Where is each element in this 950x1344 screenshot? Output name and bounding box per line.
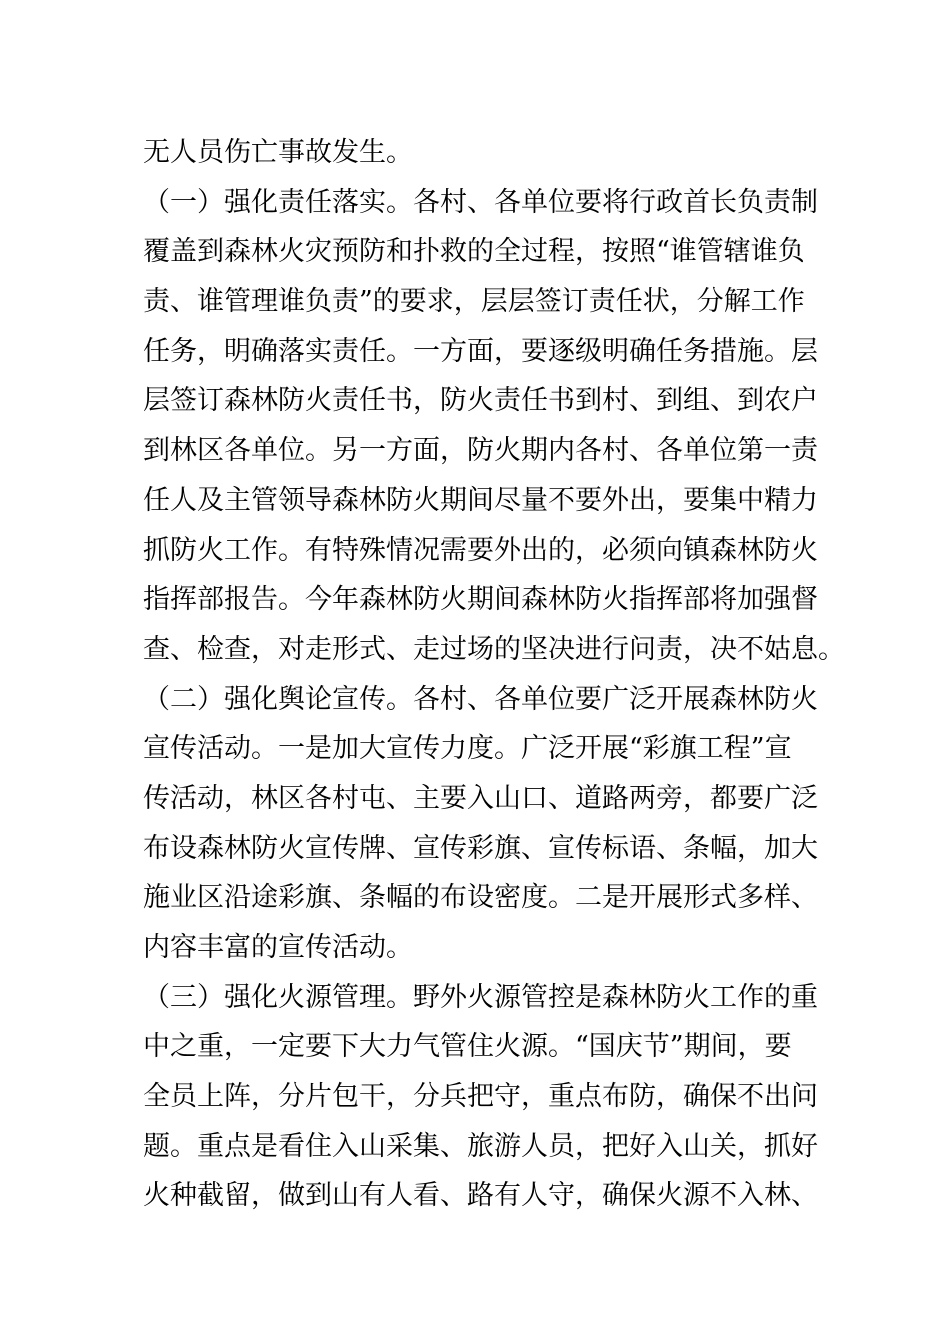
text-line: 布设森林防火宣传牌、宣传彩旗、宣传标语、条幅，加大 (143, 832, 818, 864)
text-line: 传活动，林区各村屯、主要入山口、道路两旁，都要广泛 (143, 782, 818, 814)
text-line: 抓防火工作。有特殊情况需要外出的，必须向镇森林防火 (143, 534, 818, 566)
text-line: 覆盖到森林火灾预防和扑救的全过程，按照“谁管辖谁负 (143, 236, 805, 268)
text-line: 内容丰富的宣传活动。 (143, 932, 413, 963)
text-line: （二）强化舆论宣传。各村、各单位要广泛开展森林防火 (143, 683, 818, 715)
text-line: 无人员伤亡事故发生。 (143, 137, 413, 168)
text-line: 全员上阵，分片包干，分兵把守，重点布防，确保不出问 (143, 1081, 818, 1113)
text-line: （三）强化火源管理。野外火源管控是森林防火工作的重 (143, 981, 818, 1013)
text-line: 任人及主管领导森林防火期间尽量不要外出，要集中精力 (143, 484, 818, 516)
text-line: 层签订森林防火责任书，防火责任书到村、到组、到农户 (143, 385, 818, 417)
document-body (143, 128, 845, 1221)
text-line: 中之重，一定要下大力气管住火源。“国庆节”期间，要 (143, 1031, 792, 1063)
text-line: 指挥部报告。今年森林防火期间森林防火指挥部将加强督 (143, 584, 818, 616)
text-line: （一）强化责任落实。各村、各单位要将行政首长负责制 (143, 186, 818, 218)
text-line: 到林区各单位。另一方面，防火期内各村、各单位第一责 (143, 435, 818, 467)
text-line: 宣传活动。一是加大宣传力度。广泛开展“彩旗工程”宣 (143, 733, 792, 765)
text-line: 题。重点是看住入山采集、旅游人员，把好入山关，抓好 (143, 1130, 818, 1162)
text-line: 施业区沿途彩旗、条幅的布设密度。二是开展形式多样、 (143, 882, 818, 914)
text-line: 责、谁管理谁负责”的要求，层层签订责任状，分解工作 (143, 286, 805, 318)
text-line: 火种截留，做到山有人看、路有人守，确保火源不入林、 (143, 1180, 818, 1212)
text-line: 查、检查，对走形式、走过场的坚决进行问责，决不姑息。 (143, 633, 845, 665)
text-line: 任务，明确落实责任。一方面，要逐级明确任务措施。层 (143, 335, 818, 367)
